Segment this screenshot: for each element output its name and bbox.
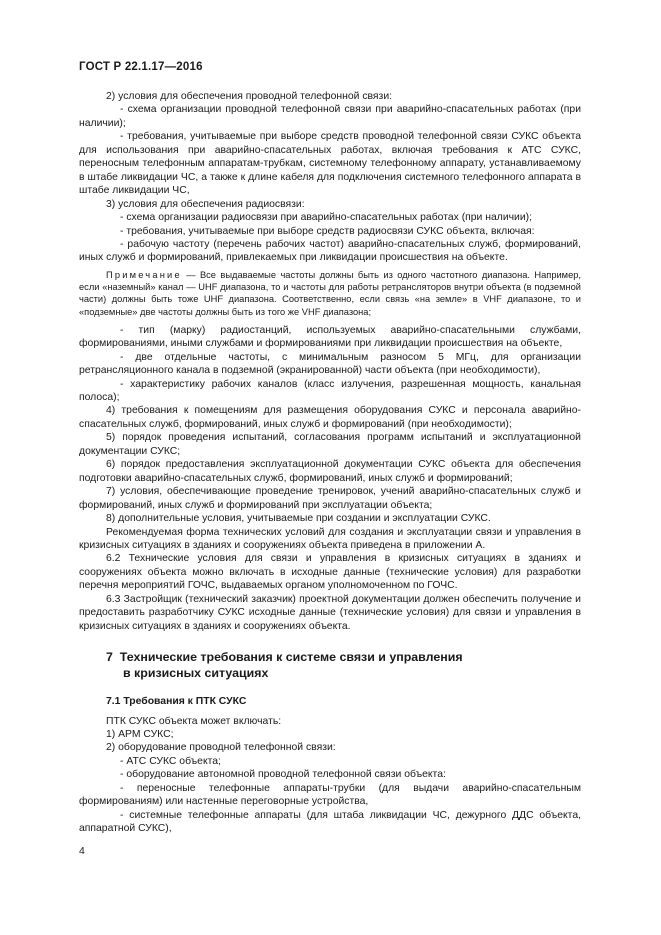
note-text: — Все выдаваемые частоты должны быть из одного частотного диапазона. Например, если «наземный» канал — UHF диапазона, то и частоты для работы ретрансляторов внутри объекта (в подземной части) должны быть тоже UHF диапазона. Соответственно, если связь «на земле» в VHF диапазоне, то и «подземные» две частоты должны быть из того же VHF диапазона;	[79, 269, 581, 317]
paragraph: 7) условия, обеспечивающие проведение тренировок, учений аварийно-спасательных служб и формирований, иных служб и формирований при эксплуатации объекта;	[79, 486, 581, 511]
paragraph: - рабочую частоту (перечень рабочих частот) аварийно-спасательных служб, формирований, иных служб и формирований, привлекаемых при ликвидации происшествия на объекте.	[79, 238, 581, 264]
standard-code-header: ГОСТ Р 22.1.17—2016	[79, 61, 203, 73]
document-body	[79, 90, 581, 836]
paragraph: 5) порядок проведения испытаний, согласования программ испытаний и эксплуатационной документации СУКС;	[79, 432, 581, 457]
subsection-heading: 7.1 Требования к ПТК СУКС	[106, 696, 247, 708]
paragraph: 1) АРМ СУКС;	[106, 729, 174, 741]
paragraph: ПТК СУКС объекта может включать:	[106, 715, 282, 727]
paragraph: 6.2 Технические условия для связи и управления в кризисных ситуациях в зданиях и сооружениях объекта можно включать в исходные данные (технические условия) для разработки перечня мероприятий ГОЧС, выдаваемых органом уполномоченном по ГОЧС.	[79, 553, 581, 592]
paragraph: 2) условия для обеспечения проводной телефонной связи:	[106, 91, 393, 102]
paragraph: 4) требования к помещениям для размещения оборудования СУКС и персонала аварийно-спасательных служб, формирований, иных служб и формирований (при необходимости);	[79, 405, 581, 430]
paragraph: 6) порядок предоставления эксплуатационной документации СУКС объекта для обеспечения подготовки аварийно-спасательных служб, формирований, иных служб и формирований;	[79, 459, 581, 484]
section-number: 7	[106, 650, 113, 665]
paragraph: - требования, учитываемые при выборе средств радиосвязи СУКС объекта, включая:	[120, 225, 535, 237]
section-title-line1: Технические требования к системе связи и управления	[119, 650, 463, 665]
paragraph: - требования, учитываемые при выборе средств проводной телефонной связи СУКС объекта для использования при аварийно-спасательных работах, включая требования к АТС СУКС, переносным телефонным аппаратам-трубкам, системному телефонному аппарату, устанавливаемому в штабе ликвидации ЧС, а также к длине кабеля для подключения системного телефонного аппарата в штабе ликвидации ЧС,	[79, 131, 581, 197]
paragraph: 8) дополнительные условия, учитываемые при создании и эксплуатации СУКС.	[106, 513, 491, 525]
section-title-line2: в кризисных ситуациях	[123, 665, 269, 680]
paragraph: - системные телефонные аппараты (для штаба ликвидации ЧС, дежурного ДДС объекта, аппаратной СУКС),	[79, 809, 581, 835]
paragraph: - схема организации радиосвязи при аварийно-спасательных работах (при наличии);	[120, 212, 533, 224]
paragraph: 2) оборудование проводной телефонной связи:	[106, 742, 336, 754]
page-number: 4	[79, 846, 85, 857]
paragraph: - схема организации проводной телефонной связи при аварийно-спасательных работах (при наличии);	[79, 104, 581, 129]
paragraph: - АТС СУКС объекта;	[120, 755, 221, 767]
section-heading	[79, 650, 581, 681]
paragraph: - оборудование автономной проводной телефонной связи объекта:	[120, 769, 446, 781]
paragraph: - две отдельные частоты, с минимальным разносом 5 МГц, для организации ретрансляционного канала в подземной (экранированной) части объекта (при необходимости),	[79, 351, 581, 377]
paragraph: - тип (марку) радиостанций, используемых аварийно-спасательными службами, формированиями, иными службами и формированиями при ликвидации происшествия на объекте,	[79, 324, 581, 350]
paragraph: - переносные телефонные аппараты-трубки (для выдачи аварийно-спасательным формированиям) или настенные переговорные устройства,	[79, 782, 581, 808]
note-label: Примечание	[106, 269, 182, 280]
paragraph: 3) условия для обеспечения радиосвязи:	[106, 198, 305, 210]
paragraph: Рекомендуемая форма технических условий для создания и эксплуатации связи и управления в кризисных ситуациях в зданиях и сооружениях объекта приведена в приложении А.	[79, 526, 581, 551]
note-block	[79, 269, 581, 318]
paragraph: 6.3 Застройщик (технический заказчик) проектной документации должен обеспечить получение и предоставить разработчику СУКС исходные данные (технические условия) для связи и управления в кризисных ситуациях в зданиях и сооружениях объекта.	[79, 593, 581, 632]
paragraph: - характеристику рабочих каналов (класс излучения, разрешенная мощность, канальная полоса);	[79, 378, 581, 403]
